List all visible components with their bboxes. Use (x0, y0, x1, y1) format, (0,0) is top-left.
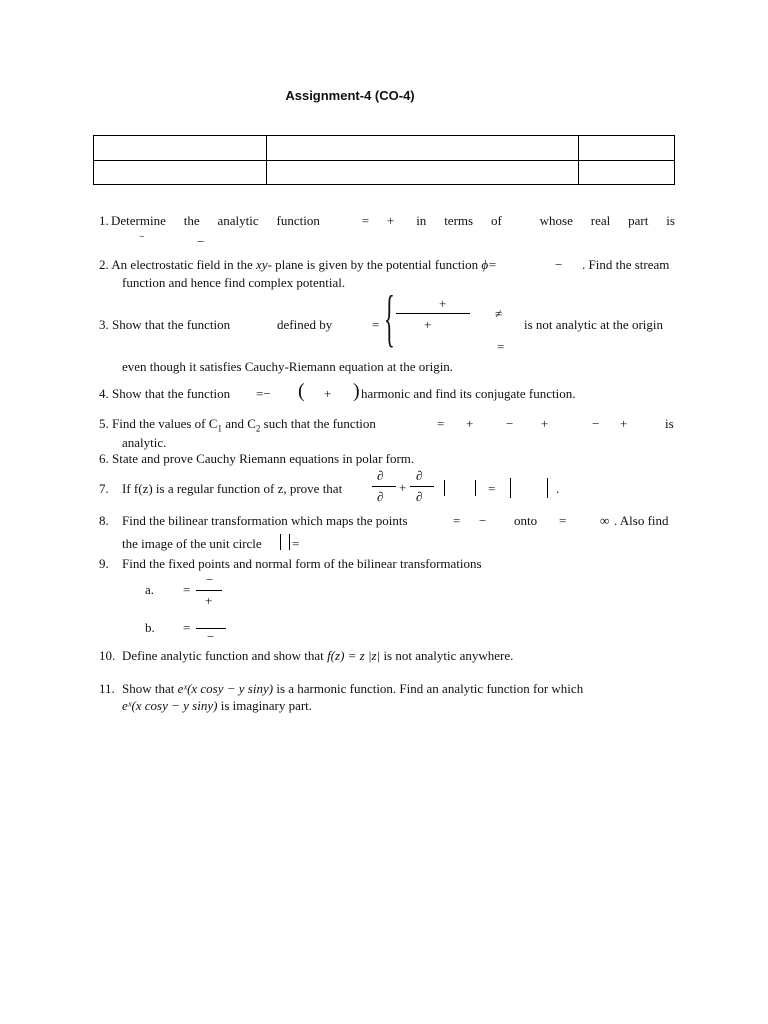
q8-lead: Find the bilinear transformation which maps the points (122, 513, 408, 528)
q4-plus: + (324, 386, 332, 401)
q2-text: - plane is given by the potential function (267, 257, 482, 272)
q7-abs-bar (547, 478, 548, 498)
q9b-eq: = (183, 620, 191, 635)
q3-numerator-plus: + (439, 296, 447, 311)
q9b-label: b. (145, 620, 155, 635)
q1-minus: − (139, 232, 145, 243)
q9a-denominator: + (205, 593, 213, 608)
q11-line2 (122, 698, 312, 713)
q9-lead: Find the fixed points and normal form of the bilinear transformations (122, 556, 482, 571)
q8-eq: = (559, 513, 567, 528)
q9b-denominator: − (207, 629, 215, 644)
table-cell (267, 136, 579, 161)
q8-infinity: ∞ (600, 513, 610, 528)
q1-word: whose (539, 213, 573, 228)
q10-text (122, 648, 513, 663)
q1-word: terms (444, 213, 474, 228)
q7-dot: . (556, 481, 560, 496)
q1-word: of (490, 213, 502, 228)
q3-tail: is not analytic at the origin (524, 317, 663, 332)
q9a-numerator: − (206, 572, 214, 587)
q6-text: 6. State and prove Cauchy Riemann equations in polar form. (99, 451, 415, 466)
q5-is: is (665, 416, 674, 431)
q1-word: analytic (217, 213, 259, 228)
q5-op: + (466, 416, 474, 431)
q1-word: in (416, 213, 427, 228)
q11-tail: is imaginary part. (217, 698, 313, 713)
q2-line2: function and hence find complex potential. (122, 275, 346, 290)
q5-lead (99, 416, 376, 437)
table-row (94, 160, 675, 185)
q7-partial: ∂ (416, 489, 423, 504)
q1-word: + (386, 213, 395, 228)
q2-text-end: . Find the stream (582, 257, 670, 272)
q2-minus: − (555, 257, 563, 272)
q8-tail: . Also find (614, 513, 669, 528)
q7-partial: ∂ (377, 489, 384, 504)
q3-lead: 3. Show that the function (99, 317, 231, 332)
q7-eq: = (488, 481, 496, 496)
q8-eq: = (292, 536, 300, 551)
q11-number: 11. (99, 681, 115, 696)
q3-eq: = (372, 317, 380, 332)
assignment-title: Assignment-4 (CO-4) (285, 88, 415, 103)
q1-text (111, 213, 675, 228)
q8-number: 8. (99, 513, 109, 528)
q1-word: = (361, 213, 370, 228)
q5-text: and C (221, 416, 256, 431)
q7-abs-bar (510, 478, 511, 498)
q7-fraction-bar (410, 486, 434, 487)
q5-sub1: 1 (217, 423, 222, 434)
q11-math: eˣ(x cosy − y siny) (177, 681, 274, 696)
q7-partial: ∂ (377, 468, 384, 483)
q7-lead: If f(z) is a regular function of z, prove that (122, 481, 343, 496)
q1-word: real (590, 213, 611, 228)
q1-word: function (276, 213, 320, 228)
q5-op: + (541, 416, 549, 431)
q10-tail: is not analytic anywhere. (380, 648, 514, 663)
q1-word: the (183, 213, 200, 228)
table-cell (94, 160, 267, 185)
q5-text: such that the function (260, 416, 376, 431)
q5-op: = (437, 416, 445, 431)
table-cell (579, 160, 675, 185)
q9a-fraction-bar (196, 590, 222, 591)
q5-op: − (506, 416, 514, 431)
q4-rpar: ) (353, 380, 360, 402)
q3-fraction-bar (396, 313, 470, 314)
q5-op: + (620, 416, 628, 431)
q11-line1 (122, 681, 583, 696)
table-row (94, 136, 675, 161)
q11-math: eˣ(x cosy − y siny) (122, 698, 218, 713)
q2-line1 (99, 257, 497, 272)
q3-line2: even though it satisfies Cauchy-Riemann equation at the origin. (122, 359, 454, 374)
q7-partial: ∂ (416, 468, 423, 483)
q11-lead: Show that (122, 681, 178, 696)
q2-phi: ϕ= (481, 257, 497, 272)
q10-number: 10. (99, 648, 116, 663)
q3-eq2: = (497, 339, 505, 354)
q8-line2: the image of the unit circle (122, 536, 262, 551)
q8-minus: − (479, 513, 487, 528)
table-cell (579, 136, 675, 161)
q8-eq: = (453, 513, 461, 528)
table-cell (94, 136, 267, 161)
q3-denominator-plus: + (424, 317, 432, 332)
q7-number: 7. (99, 481, 109, 496)
q4-eq: =− (256, 386, 271, 401)
q11-tail: is a harmonic function. Find an analytic function for which (273, 681, 584, 696)
q9-number: 9. (99, 556, 109, 571)
q5-text: 5. Find the values of C (99, 416, 218, 431)
q7-fraction-bar (372, 486, 396, 487)
q8-abs-bar (289, 534, 290, 550)
q9a-eq: = (183, 582, 191, 597)
q5-line2: analytic. (122, 435, 167, 450)
q4-tail: harmonic and find its conjugate function. (361, 386, 576, 401)
q7-plus: + (399, 480, 407, 495)
q10-lead: Define analytic function and show that (122, 648, 328, 663)
q4-lpar: ( (298, 380, 305, 402)
q7-abs-bar (444, 480, 445, 496)
q2-xy: xy (256, 257, 268, 272)
table-cell (267, 160, 579, 185)
q4-lead: 4. Show that the function (99, 386, 231, 401)
info-table (93, 135, 675, 185)
q3-defined: defined by (277, 317, 333, 332)
q8-abs-bar (280, 534, 281, 550)
q3-neq: ≠ (495, 306, 503, 321)
q5-op: − (592, 416, 600, 431)
q3-brace: { (384, 282, 395, 353)
q9a-label: a. (145, 582, 155, 597)
q1-word: is (666, 213, 675, 228)
q8-onto: onto (514, 513, 538, 528)
q1-number: 1. (99, 213, 109, 228)
q10-math: f(z) = z |z| (327, 648, 381, 663)
q5-sub2: 2 (255, 423, 261, 434)
q1-word: part (628, 213, 649, 228)
q1-minus: − (197, 234, 205, 249)
q7-abs-bar (475, 480, 476, 496)
q2-text: 2. An electrostatic field in the (99, 257, 257, 272)
q1-word: Determine (111, 213, 166, 228)
